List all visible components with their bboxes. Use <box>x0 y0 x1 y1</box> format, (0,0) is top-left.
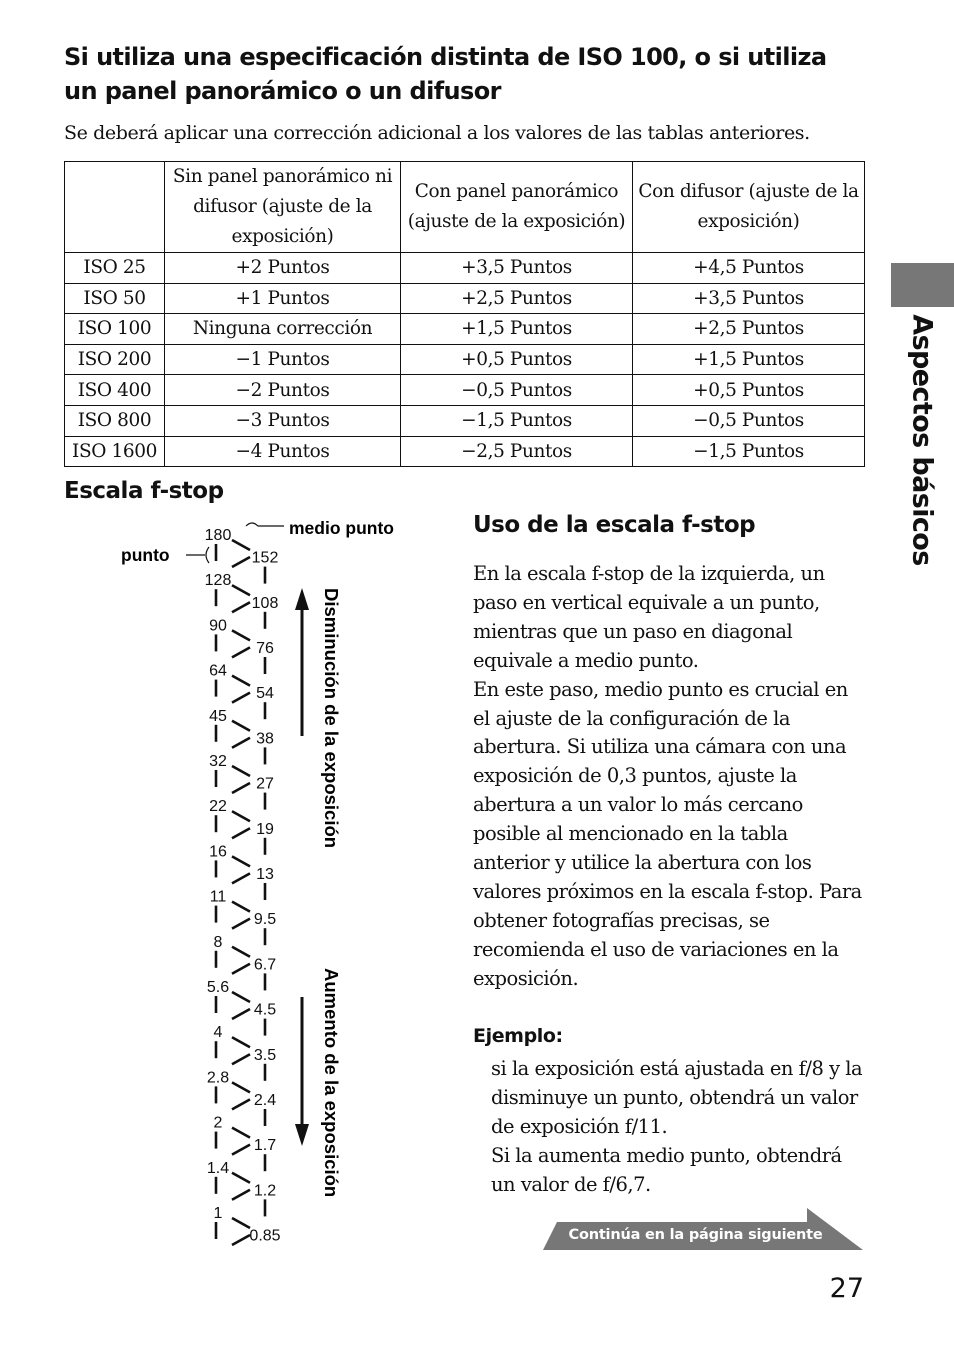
fstop-right-value: 108 <box>251 594 279 612</box>
half-stop-diagonal <box>232 992 250 1002</box>
fstop-left-value: 1 <box>213 1205 223 1222</box>
half-stop-diagonal <box>232 1173 250 1183</box>
correction-cell: −4 Puntos <box>165 436 401 467</box>
half-stop-diagonal <box>232 1145 250 1155</box>
table-header-cell: Con difusor (ajuste de la exposición) <box>633 162 865 253</box>
uso-paragraph: En este paso, medio punto es crucial en el ajuste de la configuración de la abertura. Si utiliza una cámara con una exposición de 0,3 puntos, ajuste la abertura a un valor lo más cercano posible al mencionado en la tabla anterior y utilice la abertura con los valores próximos en la escala f-stop. Para obtener fotografías precisas, se recomienda el uso de variaciones en la exposición. <box>473 677 862 990</box>
half-stop-diagonal <box>232 856 250 866</box>
fstop-right-value: 1.2 <box>253 1182 277 1200</box>
table-row <box>65 314 865 345</box>
correction-cell: +1 Puntos <box>165 283 401 314</box>
example-body <box>491 1054 866 1199</box>
half-stop-diagonal <box>232 1190 250 1200</box>
half-stop-diagonal <box>232 873 250 883</box>
fstop-left-value: 128 <box>204 572 232 590</box>
fstop-left-value: 16 <box>209 843 227 861</box>
half-stop-diagonal <box>232 902 250 912</box>
full-stop-callout-line <box>186 547 209 563</box>
iso-cell: ISO 25 <box>65 253 165 284</box>
fstop-left-value: 180 <box>204 527 232 544</box>
example-line: si la exposición está ajustada en f/8 y la disminuye un punto, obtendrá un valor de exposición f/11. <box>491 1057 863 1138</box>
fstop-heading: Escala f-stop <box>64 478 224 504</box>
iso-cell: ISO 1600 <box>65 436 165 467</box>
correction-cell: +0,5 Puntos <box>401 344 633 375</box>
half-stop-diagonal <box>232 1128 250 1138</box>
table-row <box>65 405 865 436</box>
fstop-right-value: 13 <box>256 866 274 883</box>
iso-cell: ISO 800 <box>65 405 165 436</box>
half-stop-diagonal <box>232 947 250 957</box>
full-stop-label: punto <box>121 545 170 565</box>
fstop-left-value: 2 <box>213 1114 223 1132</box>
half-stop-diagonal <box>232 721 250 731</box>
correction-cell: −1 Puntos <box>165 344 401 375</box>
half-stop-diagonal <box>232 647 250 657</box>
fstop-left-value: 5.6 <box>206 979 230 996</box>
half-stop-diagonal <box>232 783 250 793</box>
iso-cell: ISO 200 <box>65 344 165 375</box>
half-stop-diagonal <box>232 811 250 821</box>
correction-cell: +1,5 Puntos <box>401 314 633 345</box>
table-row <box>65 283 865 314</box>
half-stop-diagonal <box>232 828 250 838</box>
fstop-right-value: 152 <box>251 549 279 567</box>
table-row <box>65 253 865 284</box>
table-header-row <box>65 162 865 253</box>
fstop-right-value: 6.7 <box>253 956 277 974</box>
correction-cell: +1,5 Puntos <box>633 344 865 375</box>
half-stop-diagonal <box>232 602 250 612</box>
correction-cell: −0,5 Puntos <box>633 405 865 436</box>
fstop-right-value: 0.85 <box>249 1227 281 1245</box>
intro-text: Se deberá aplicar una corrección adicional a los valores de las tablas anteriores. <box>64 122 810 144</box>
example-line: Si la aumenta medio punto, obtendrá un valor de f/6,7. <box>491 1144 842 1196</box>
correction-cell: +2 Puntos <box>165 253 401 284</box>
half-stop-diagonal <box>232 919 250 929</box>
fstop-right-value: 3.5 <box>253 1046 277 1064</box>
half-stop-diagonal <box>232 557 250 567</box>
example-label: Ejemplo: <box>473 1025 563 1047</box>
half-stop-callout-line <box>246 523 284 526</box>
iso-cell: ISO 400 <box>65 375 165 406</box>
iso-cell: ISO 100 <box>65 314 165 345</box>
fstop-right-value: 1.7 <box>253 1137 277 1155</box>
half-stop-diagonal <box>232 630 250 640</box>
fstop-right-value: 19 <box>256 820 274 838</box>
arrow-down-head <box>295 1124 309 1146</box>
half-stop-diagonal <box>232 766 250 776</box>
half-stop-diagonal <box>232 1054 250 1064</box>
continue-label[interactable]: Continúa en la página siguiente <box>568 1227 823 1243</box>
half-stop-label: medio punto <box>289 518 394 538</box>
fstop-right-value: 54 <box>256 685 274 703</box>
arrow-up-head <box>295 588 309 610</box>
uso-paragraph: En la escala f-stop de la izquierda, un paso en vertical equivale a un punto, mientras que un paso en diagonal equivale a medio punto. <box>473 562 825 672</box>
fstop-right-value: 9.5 <box>253 911 277 929</box>
fstop-left-value: 11 <box>209 888 227 906</box>
table-row <box>65 344 865 375</box>
fstop-left-value: 45 <box>209 707 227 725</box>
correction-cell: +0,5 Puntos <box>633 375 865 406</box>
fstop-left-value: 4 <box>213 1024 223 1042</box>
table-row <box>65 436 865 467</box>
table-header-cell: Con panel panorámico (ajuste de la exposición) <box>401 162 633 253</box>
section-heading: Si utiliza una especificación distinta de ISO 100, o si utiliza un panel panorámico o un difusor <box>64 43 827 105</box>
uso-body <box>473 560 865 994</box>
fstop-left-value: 1.4 <box>206 1159 230 1177</box>
iso-cell: ISO 50 <box>65 283 165 314</box>
fstop-left-value: 22 <box>209 798 227 816</box>
table-header-cell <box>65 162 165 253</box>
half-stop-diagonal <box>232 738 250 748</box>
correction-cell: −2 Puntos <box>165 375 401 406</box>
correction-cell: +2,5 Puntos <box>633 314 865 345</box>
correction-cell: −3 Puntos <box>165 405 401 436</box>
uso-heading: Uso de la escala f-stop <box>473 512 756 538</box>
page-number: 27 <box>829 1273 864 1304</box>
half-stop-diagonal <box>232 964 250 974</box>
half-stop-diagonal <box>232 1099 250 1109</box>
half-stop-diagonal <box>232 540 250 550</box>
increase-exposure-label: Aumento de la exposición <box>321 968 342 1198</box>
correction-cell: +2,5 Puntos <box>401 283 633 314</box>
correction-cell: −1,5 Puntos <box>633 436 865 467</box>
fstop-left-value: 2.8 <box>206 1069 230 1087</box>
fstop-right-value: 4.5 <box>253 1001 277 1019</box>
correction-cell: −2,5 Puntos <box>401 436 633 467</box>
correction-cell: +3,5 Puntos <box>633 283 865 314</box>
iso-correction-table <box>64 161 865 467</box>
half-stop-diagonal <box>232 585 250 595</box>
correction-cell: −0,5 Puntos <box>401 375 633 406</box>
half-stop-diagonal <box>232 1218 250 1228</box>
correction-cell: −1,5 Puntos <box>401 405 633 436</box>
fstop-left-value: 32 <box>209 753 227 770</box>
table-row <box>65 375 865 406</box>
correction-cell: Ninguna corrección <box>165 314 401 345</box>
side-tab-marker <box>891 263 954 307</box>
half-stop-diagonal <box>232 676 250 686</box>
fstop-scale-diagram <box>0 500 420 1250</box>
half-stop-diagonal <box>232 1235 250 1245</box>
fstop-right-value: 76 <box>256 640 274 657</box>
fstop-right-value: 27 <box>256 775 274 793</box>
half-stop-diagonal <box>232 1009 250 1019</box>
fstop-right-value: 38 <box>256 730 274 748</box>
correction-cell: +3,5 Puntos <box>401 253 633 284</box>
half-stop-diagonal <box>232 1037 250 1047</box>
half-stop-diagonal <box>232 693 250 703</box>
fstop-left-value: 90 <box>209 617 227 635</box>
decrease-exposure-label: Disminución de la exposición <box>321 588 342 849</box>
fstop-right-value: 2.4 <box>253 1092 277 1109</box>
fstop-left-value: 8 <box>213 933 223 951</box>
half-stop-diagonal <box>232 1082 250 1092</box>
fstop-left-value: 64 <box>209 662 227 680</box>
side-tab-label: Aspectos básicos <box>906 314 938 566</box>
correction-cell: +4,5 Puntos <box>633 253 865 284</box>
table-header-cell: Sin panel panorámico ni difusor (ajuste de la exposición) <box>165 162 401 253</box>
